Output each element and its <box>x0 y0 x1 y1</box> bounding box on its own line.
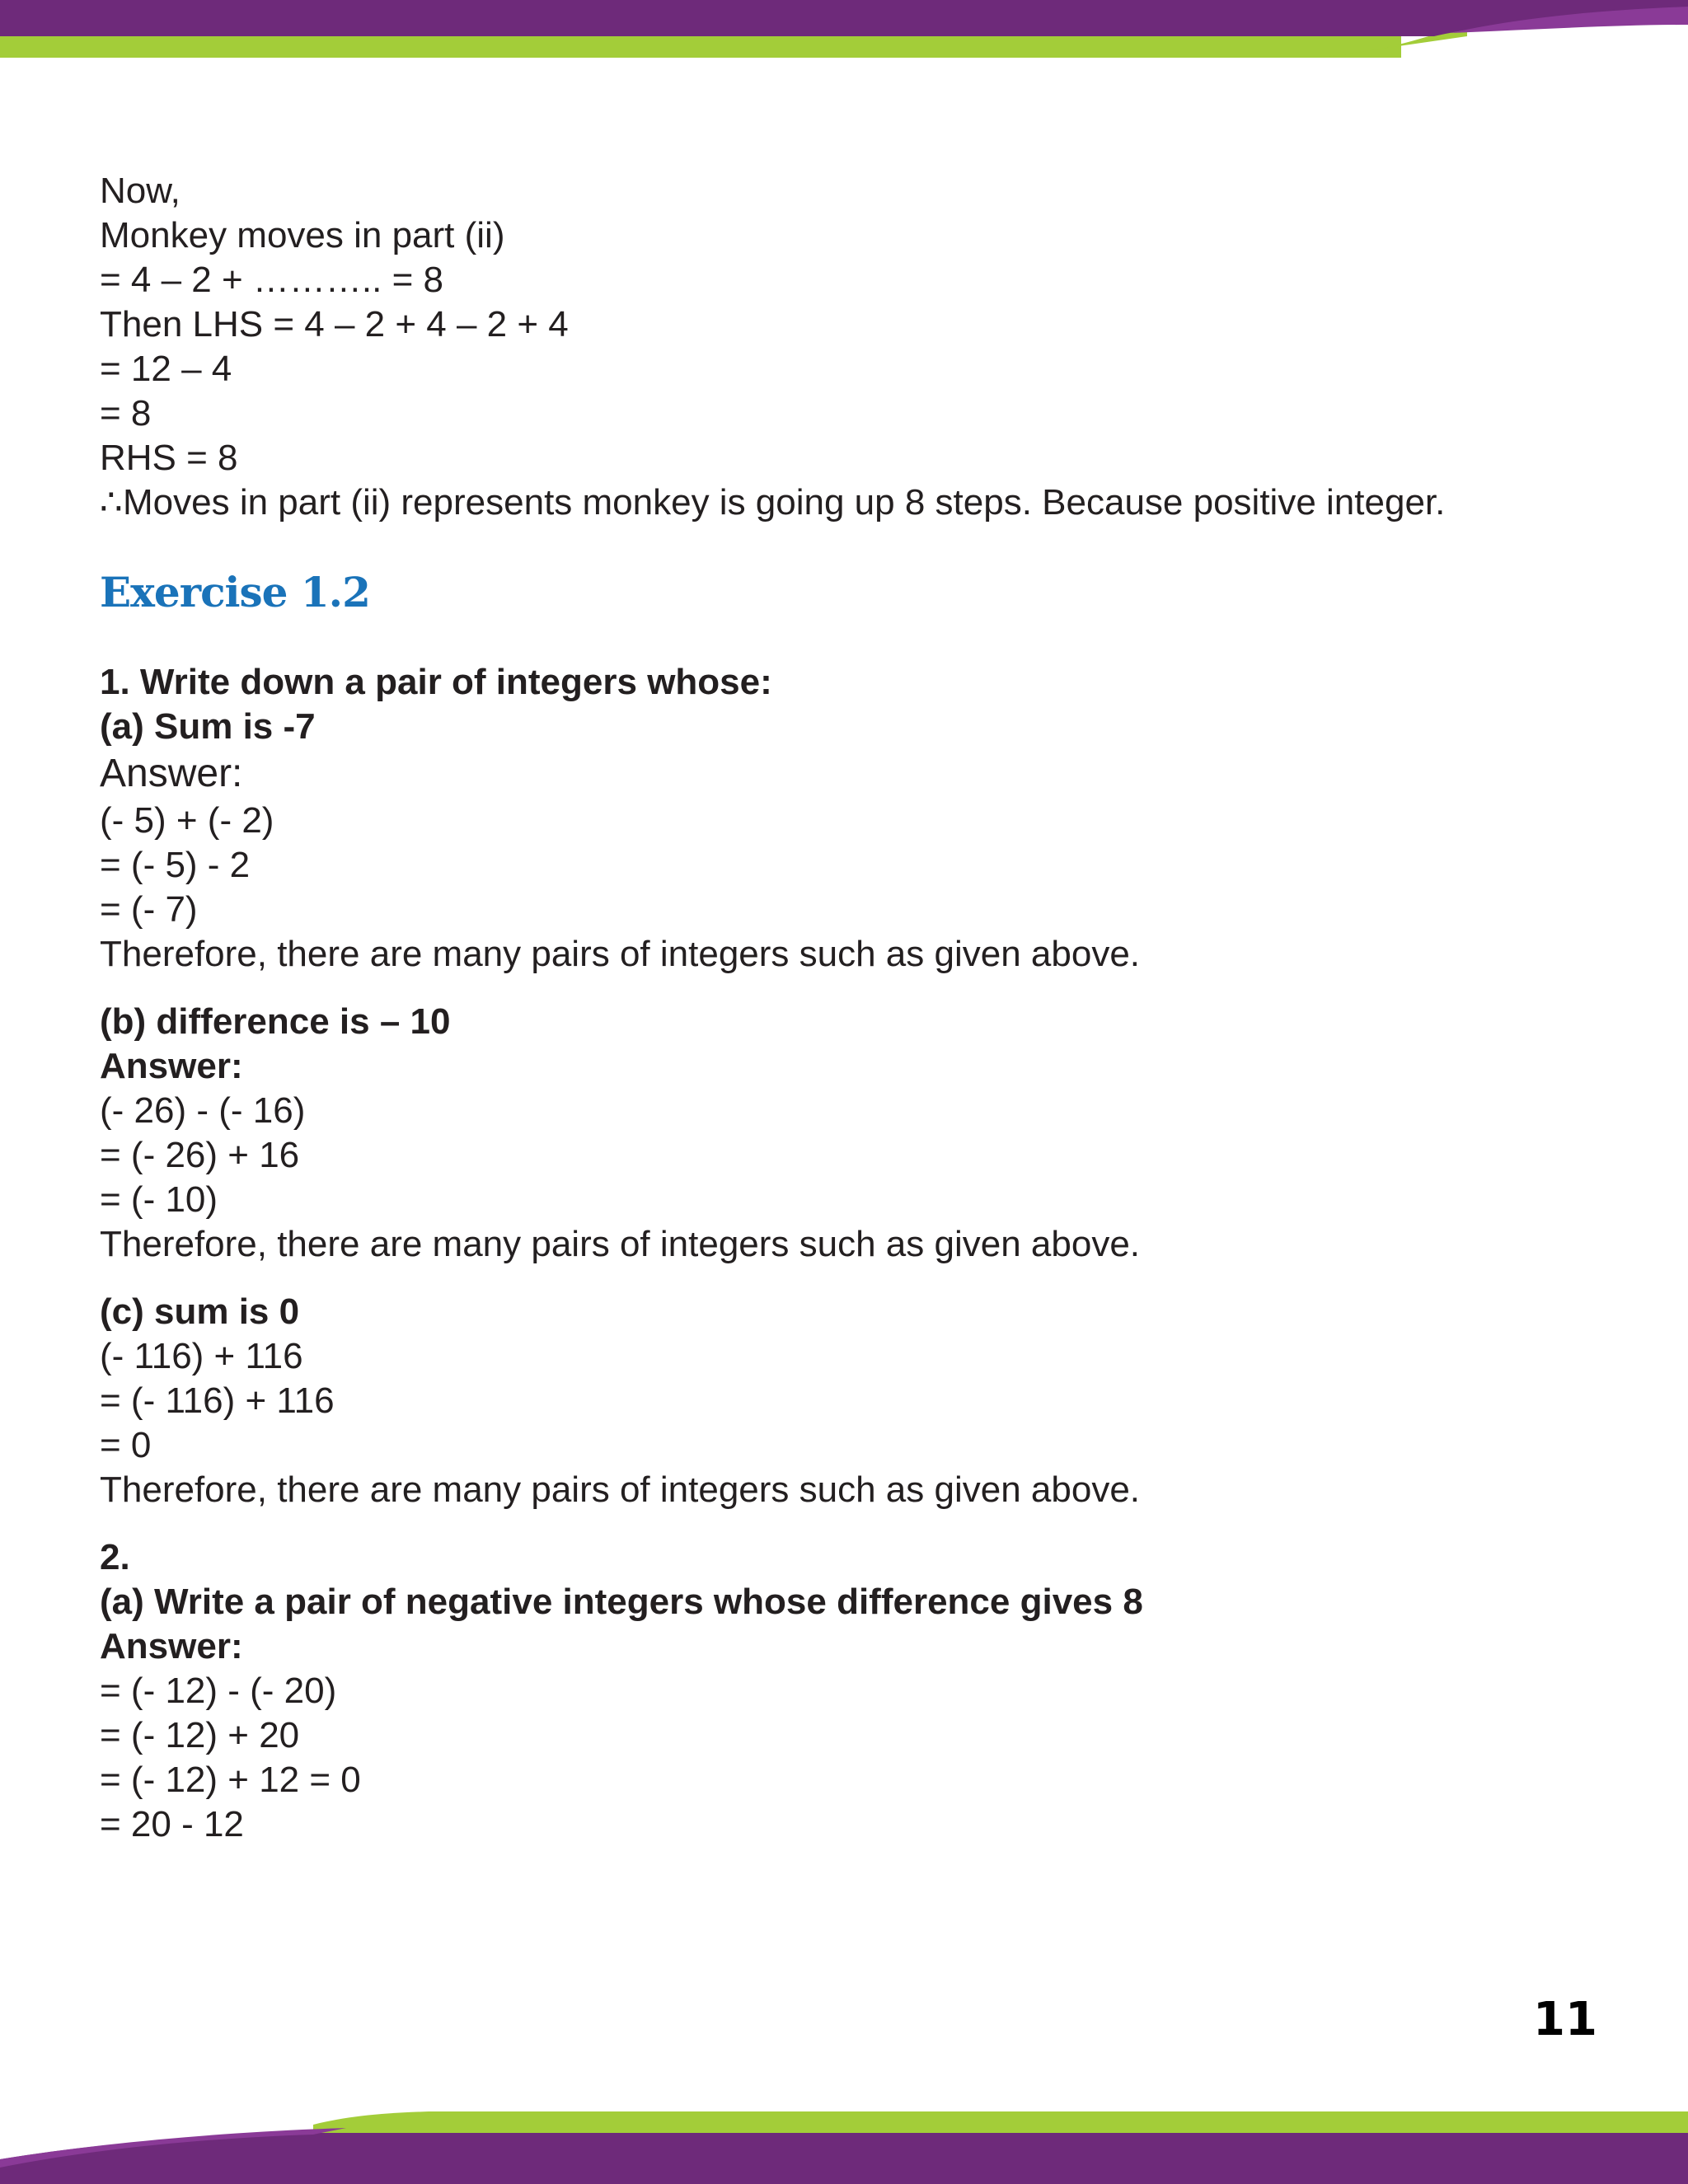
working-line: = 20 - 12 <box>100 1804 244 1844</box>
page-number: 11 <box>1533 1993 1597 2046</box>
intro-line: = 8 <box>100 393 152 434</box>
question-1b-title: (b) difference is – 10 <box>100 1001 451 1042</box>
intro-line: ∴Moves in part (ii) represents monkey is going up 8 steps. Because positive integer. <box>100 482 1446 523</box>
question-1a-title: (a) Sum is -7 <box>100 706 316 747</box>
question-1c-title: (c) sum is 0 <box>100 1291 300 1332</box>
working-line: (- 5) + (- 2) <box>100 800 274 841</box>
question-2-number: 2. <box>100 1537 130 1577</box>
working-line: = (- 12) + 12 = 0 <box>100 1760 361 1800</box>
working-line: = (- 12) + 20 <box>100 1715 300 1755</box>
answer-label: Answer: <box>100 1626 243 1666</box>
intro-line: Monkey moves in part (ii) <box>100 215 505 255</box>
question-2a-title: (a) Write a pair of negative integers whose difference gives 8 <box>100 1582 1143 1622</box>
intro-line: = 12 – 4 <box>100 349 232 389</box>
working-line: (- 116) + 116 <box>100 1336 303 1376</box>
conclusion-line: Therefore, there are many pairs of integers such as given above. <box>100 934 1141 974</box>
working-line: (- 26) - (- 16) <box>100 1090 306 1131</box>
working-line: = (- 12) - (- 20) <box>100 1671 337 1711</box>
bottom-decorative-banner <box>0 2110 1688 2184</box>
top-decorative-banner <box>0 0 1688 66</box>
answer-label: Answer: <box>100 752 243 795</box>
intro-line: = 4 – 2 + ……….. = 8 <box>100 260 443 300</box>
intro-line: RHS = 8 <box>100 438 238 478</box>
conclusion-line: Therefore, there are many pairs of integers such as given above. <box>100 1469 1141 1510</box>
intro-line: Now, <box>100 171 181 211</box>
question-1-title: 1. Write down a pair of integers whose: <box>100 662 772 702</box>
working-line: = (- 116) + 116 <box>100 1380 335 1421</box>
conclusion-line: Therefore, there are many pairs of integers such as given above. <box>100 1224 1141 1264</box>
working-line: = (- 7) <box>100 889 198 930</box>
exercise-heading: Exercise 1.2 <box>100 568 370 616</box>
intro-line: Then LHS = 4 – 2 + 4 – 2 + 4 <box>100 304 569 344</box>
working-line: = (- 10) <box>100 1179 218 1220</box>
working-line: = (- 5) - 2 <box>100 845 251 885</box>
page-content <box>100 169 1583 1847</box>
working-line: = 0 <box>100 1425 152 1465</box>
answer-label: Answer: <box>100 1046 243 1086</box>
working-line: = (- 26) + 16 <box>100 1135 300 1175</box>
